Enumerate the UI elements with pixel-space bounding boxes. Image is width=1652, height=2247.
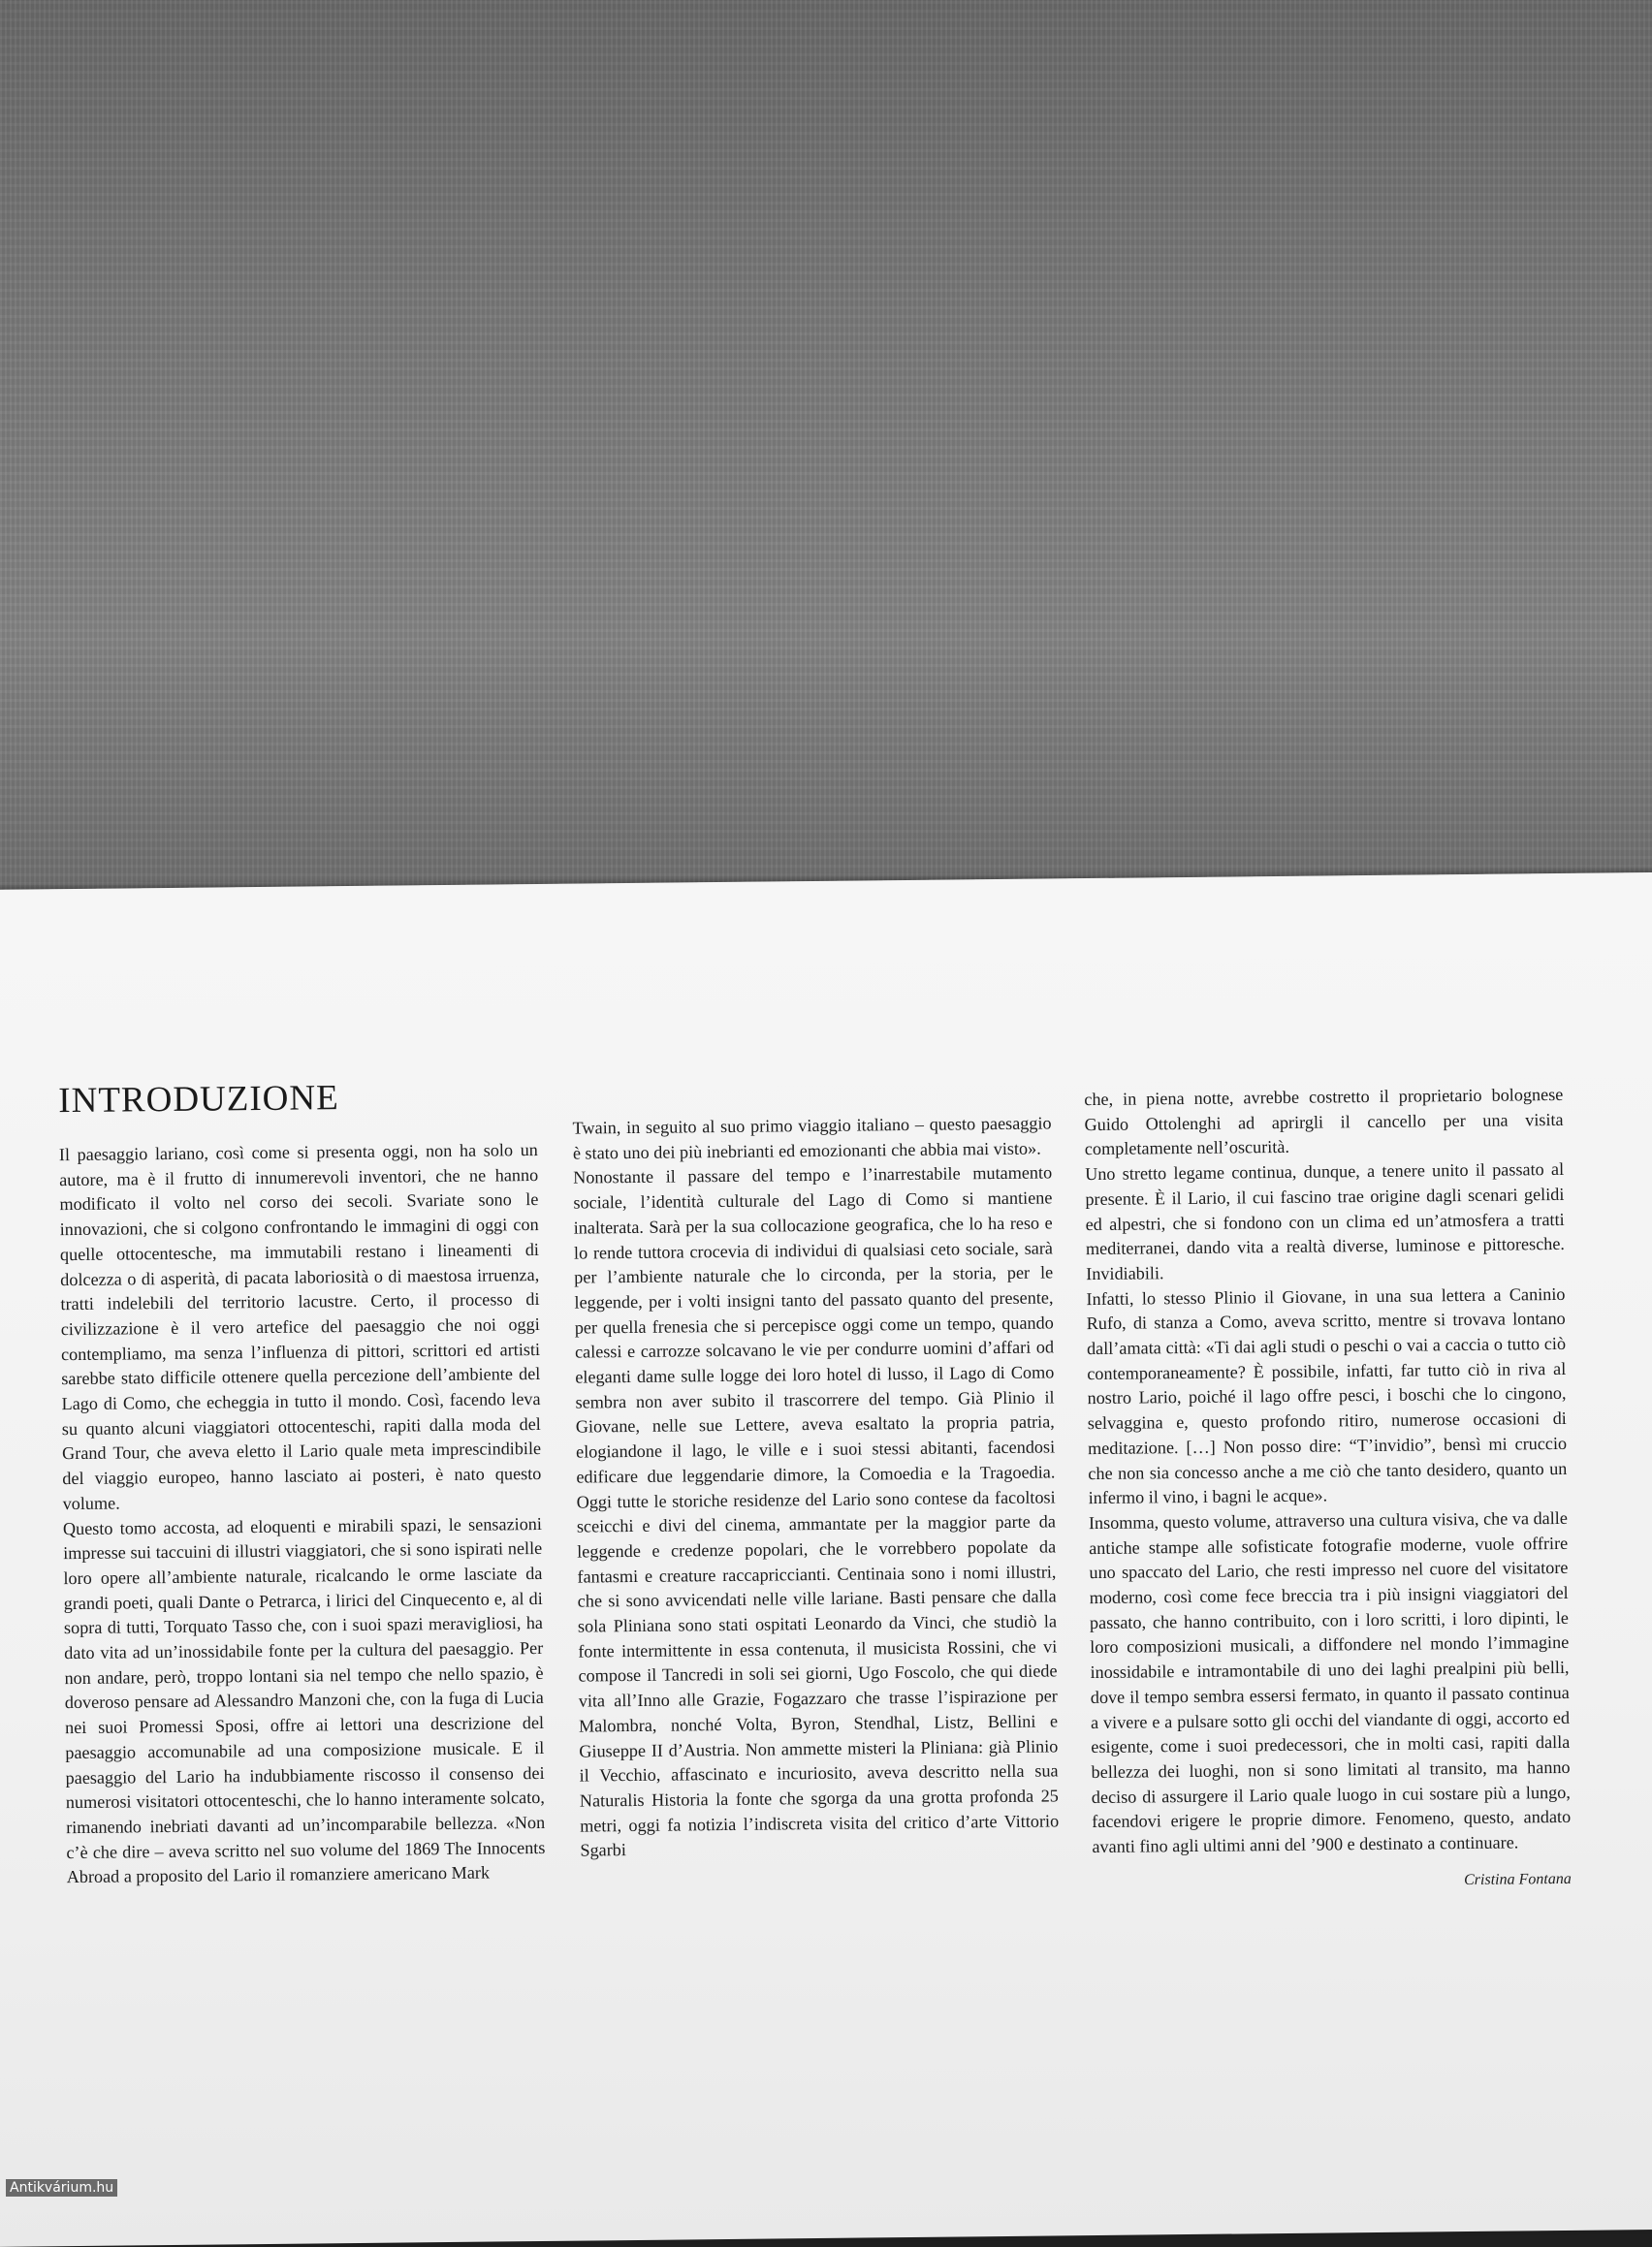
text-column-3 bbox=[1084, 1083, 1572, 1897]
paragraph: Nonostante il passare del tempo e l’inarrestabile mutamento sociale, l’identità culturale del Lago di Como si mantiene inalterata. Sarà per la sua collocazione geografica, che lo ha reso e lo rende tuttora crocevia di individui di qualsiasi ceto sociale, sarà per l’ambiente naturale che lo circonda, per la storia, per le leggende, per i volti insigni tanto del passato quanto del presente, per quella frenesia che si percepisce oggi come un tempo, quando calessi e carrozze solcavano le vie per condurre uomini d’affari od eleganti dame sulle logge dei loro hotel di lusso, il Lago di Como sembra non aver subito il trascorrere del tempo. Già Plinio il Giovane, nelle sue Lettere, aveva esaltato la propria patria, elogiandone il lago, le ville e i suoi stessi abitanti, facendosi edificare due leggendarie dimore, la Comoedia e la Tragoedia. Oggi tutte le storiche residenze del Lario sono contese da facoltosi sceicchi e divi del cinema, ammantate per la maggior parte da leggende e credenze popolari, che le vorrebbero popolate da fantasmi e creature raccapriccianti. Centinaia sono i nomi illustri, che si sono avvicendati nelle ville lariane. Basti pensare che dalla sola Pliniana sono stati ospitati Leonardo da Vinci, che studiò la fonte intermittente in essa contenuta, il musicista Rossini, che vi compose il Tancredi in soli sei giorni, Ugo Foscolo, che qui diede vita all’Inno alle Grazie, Fogazzaro che trasse l’ispirazione per Malombra, nonché Volta, Byron, Stendhal, Listz, Bellini e Giuseppe II d’Austria. Non ammette misteri la Pliniana: già Plinio il Vecchio, affascinato e incuriosito, aveva descritto nella sua Naturalis Historia la fonte che sgorga da una grotta profonda 25 metri, oggi fa notizia l’indiscreta visita del critico d’arte Vittorio Sgarbi bbox=[573, 1162, 1060, 1860]
paragraph: Insomma, questo volume, attraverso una cultura visiva, che va dalle antiche stampe alle sofisticate fotografie moderne, vuole offrire uno spaccato del Lario, che resti impresso nel cuore del visitatore moderno, così come fece breccia tra i più insigni viaggiatori del passato, che hanno contribuito, con i loro scritti, i loro dipinti, le loro composizioni musicali, a diffondere nel mondo l’immagine inossidabile e intramontabile di uno dei laghi prealpini più belli, dove il tempo sembra essersi fermato, in quanto il passato continua a vivere e a pulsare sotto gli occhi del viandante di oggi, accorto ed esigente, come i suoi predecessori, che in molti casi, rapiti dalla bellezza dei luoghi, non si sono limitati al transito, ma hanno deciso di assurgere il Lario quale luogo in cui sostare più a lungo, facendovi erigere le proprie dimore. Fenomeno, questo, andato avanti fino agli ultimi anni del ’900 e destinato a continuare. bbox=[1088, 1507, 1572, 1857]
paragraph: Il paesaggio lariano, così come si presenta oggi, non ha solo un autore, ma è il frutto di innumerevoli inventori, che ne hanno modificato il volto nel corso dei secoli. Svariate sono le innovazioni, che si colgono confrontando le immagini di oggi con quelle ottocentesche, ma immutabili restano i lineamenti di dolcezza o di asperità, di pacata laboriosità o di maestosa irruenza, tratti indelebili del territorio lacustre. Certo, il processo di civilizzazione è il vero artefice del paesaggio che noi oggi contempliamo, ma senza l’influenza di pittori, scrittori ed artisti sarebbe stato difficile ottenere quella percezione dell’ambiente del Lago di Como, che echeggia in tutto il mondo. Così, facendo leva su quanto alcuni viaggiatori ottocenteschi, rapiti dalla moda del Grand Tour, che aveva eletto il Lario quale meta imprescindibile del viaggio europeo, hanno lasciato ai posteri, è nato questo volume. bbox=[58, 1139, 542, 1513]
text-column-1 bbox=[59, 1138, 546, 1890]
paragraph: che, in piena notte, avrebbe costretto il proprietario bolognese Guido Ottolenghi ad aprirgli il cancello per una visita completamente nell’oscurità. bbox=[1084, 1084, 1564, 1159]
background-surface bbox=[0, 0, 1652, 911]
text-column-2 bbox=[572, 1111, 1059, 1863]
printed-page bbox=[0, 872, 1652, 2247]
paragraph: Questo tomo accosta, ad eloquenti e mirabili spazi, le sensazioni impresse sui taccuini di illustri viaggiatori, che si sono ispirati nelle loro opere all’ambiente naturale, ricalcando le orme lasciate da grandi poeti, quali Dante o Petrarca, i lirici del Cinquecento e, al di sopra di tutti, Torquato Tasso che, con i suoi spazi meravigliosi, ha dato vita ad un’inossidabile fonte per la cultura del paesaggio. Per non andare, però, troppo lontani sia nel tempo che nello spazio, è doveroso pensare ad Alessandro Manzoni che, con la fuga di Lucia nei suoi Promessi Sposi, offre ai lettori una descrizione del paesaggio accomunabile ad una composizione musicale. E il paesaggio del Lario ha indubbiamente riscosso il consenso dei numerosi visitatori ottocenteschi, che lo hanno interamente solcato, rimanendo inebriati davanti ad un’incomparabile bellezza. «Non c’è che dire – aveva scritto nel suo volume del 1869 The Innocents Abroad a proposito del Lario il romanziere americano Mark bbox=[62, 1513, 546, 1887]
author-signature: Cristina Fontana bbox=[1464, 1870, 1572, 1888]
paragraph: Infatti, lo stesso Plinio il Giovane, in una sua lettera a Caninio Rufo, di stanza a Como, aveva scritto, mentre si trovava lontano dall’amata città: «Ti dai agli studi o peschi o vai a caccia o tutto ciò contemporaneamente? È possibile, infatti, far tutto ciò in riva al nostro Lario, poiché il lago offre pesci, i boschi che lo cingono, selvaggina e, questo profondo ritiro, numerose occasioni di meditazione. […] Non posso dire: “T’invidio”, bensì mi cruccio che non sia concesso anche a me ciò che tanto desidero, quanto un infermo il vino, i bagni le acque». bbox=[1086, 1283, 1568, 1508]
paragraph: Twain, in seguito al suo primo viaggio italiano – questo paesaggio è stato uno dei più inebrianti ed emozionanti che abbia mai visto». bbox=[572, 1113, 1052, 1163]
paragraph: Uno stretto legame continua, dunque, a tenere unito il passato al presente. È il Lario, il cui fascino trae origine dagli scenari gelidi ed alpestri, che si fondono con un clima ed un’atmosfera a tratti mediterranei, dando vita a realtà diverse, luminose e pittoresche. Invidiabili. bbox=[1085, 1159, 1566, 1284]
watermark: Antikvárium.hu bbox=[6, 2179, 117, 2197]
page-title: INTRODUZIONE bbox=[58, 1078, 339, 1122]
